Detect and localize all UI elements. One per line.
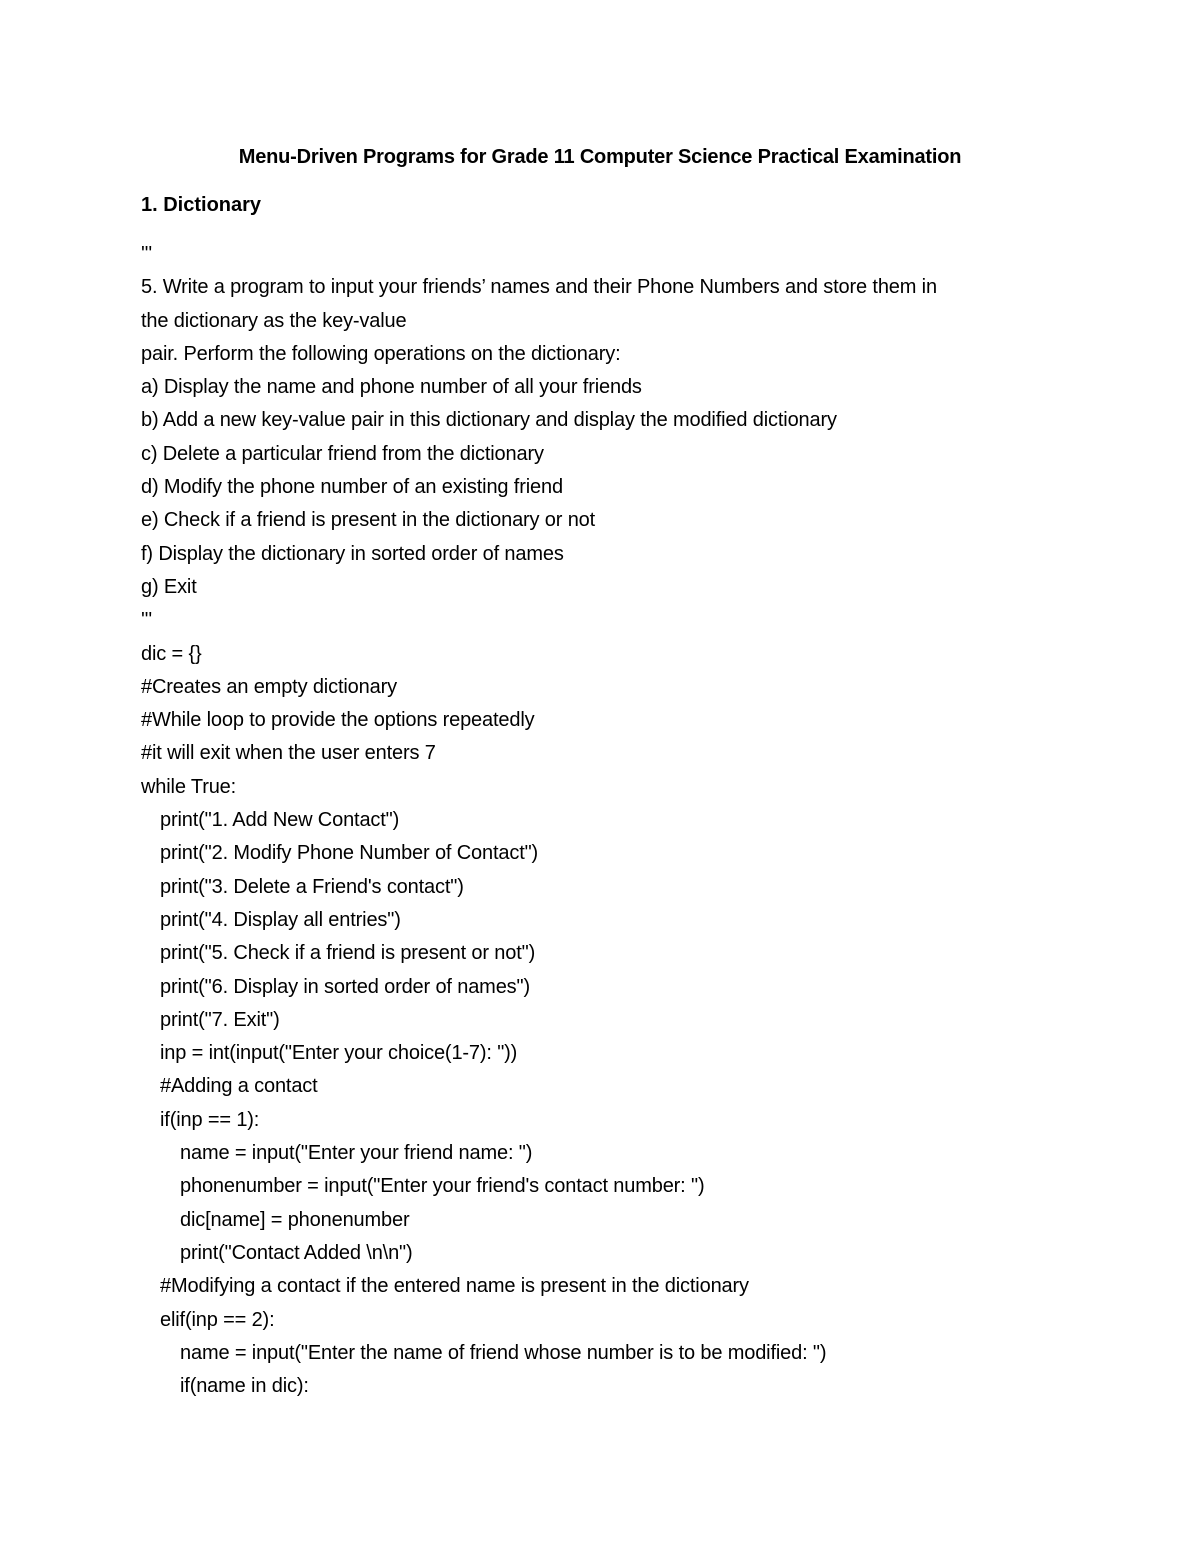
text-line: b) Add a new key-value pair in this dictionary and display the modified dictionary xyxy=(141,409,837,432)
text-line: d) Modify the phone number of an existing friend xyxy=(141,476,563,499)
text-line: ''' xyxy=(141,609,153,632)
text-line: e) Check if a friend is present in the dictionary or not xyxy=(141,509,596,532)
text-line: print("1. Add New Contact") xyxy=(160,809,400,832)
text-line: print("5. Check if a friend is present or not") xyxy=(160,942,536,965)
text-line: #While loop to provide the options repeatedly xyxy=(141,709,535,732)
text-line: dic[name] = phonenumber xyxy=(180,1208,410,1231)
text-line: ''' xyxy=(141,243,153,265)
text-line: #Modifying a contact if the entered name is present in the dictionary xyxy=(160,1275,749,1298)
text-line: elif(inp == 2): xyxy=(160,1308,275,1331)
text-line: g) Exit xyxy=(141,575,197,598)
text-line: pair. Perform the following operations on the dictionary: xyxy=(141,342,621,365)
text-line: the dictionary as the key-value xyxy=(141,309,407,332)
text-line: while True: xyxy=(141,775,237,798)
text-line: print("Contact Added \n\n") xyxy=(180,1241,413,1264)
text-line: 5. Write a program to input your friends’ names and their Phone Numbers and store them in xyxy=(141,276,937,299)
text-line: a) Display the name and phone number of all your friends xyxy=(141,376,642,399)
text-line: name = input("Enter the name of friend whose number is to be modified: ") xyxy=(180,1341,827,1364)
text-line: phonenumber = input("Enter your friend's contact number: ") xyxy=(180,1175,705,1198)
text-line: print("4. Display all entries") xyxy=(160,908,401,931)
text-line: c) Delete a particular friend from the dictionary xyxy=(141,442,544,465)
text-line: if(name in dic): xyxy=(180,1375,309,1398)
document-title: Menu-Driven Programs for Grade 11 Computer Science Practical Examination xyxy=(238,146,962,168)
text-line: #Creates an empty dictionary xyxy=(141,675,397,698)
text-line: print("3. Delete a Friend's contact") xyxy=(160,875,464,898)
text-line: dic = {} xyxy=(141,642,202,665)
text-line: name = input("Enter your friend name: ") xyxy=(180,1142,533,1165)
text-line: #Adding a contact xyxy=(160,1075,318,1098)
document-body xyxy=(141,238,1101,1403)
text-line: f) Display the dictionary in sorted order of names xyxy=(141,542,564,565)
text-line: print("6. Display in sorted order of names") xyxy=(160,975,530,998)
section-heading: 1. Dictionary xyxy=(141,194,262,216)
text-line: #it will exit when the user enters 7 xyxy=(141,742,436,765)
text-line: print("2. Modify Phone Number of Contact") xyxy=(160,842,539,865)
text-line: print("7. Exit") xyxy=(160,1008,280,1031)
text-line: if(inp == 1): xyxy=(160,1108,260,1131)
text-line: inp = int(input("Enter your choice(1-7): ")) xyxy=(160,1042,518,1065)
